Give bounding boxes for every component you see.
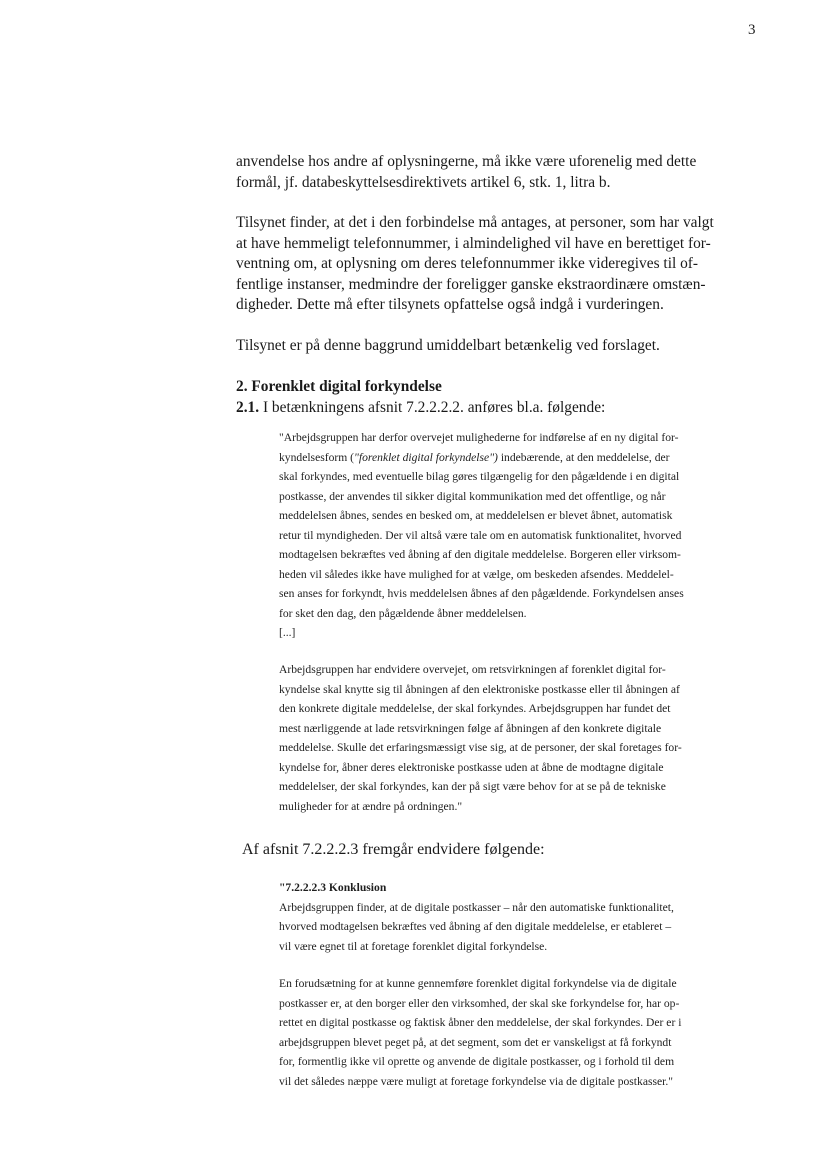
quote-line: retur til myndigheden. Der vil altså være tale om en automatisk funktionalitet, hvorved (279, 528, 682, 542)
text-line: ventning om, at oplysning om deres telefonnummer ikke videregives til of- (236, 255, 699, 272)
paragraph-1 (236, 152, 776, 193)
text-line: anvendelse hos andre af oplysningerne, må ikke være uforenelig med dette (236, 153, 697, 170)
quote-line: skal forkyndes, med eventuelle bilag gøres tilgængelig for den pågældende i en digital (279, 470, 680, 483)
block-quote-1 (279, 428, 769, 643)
text-line: fentlige instanser, medmindre der foreligger ganske ekstraordinære omstæn- (236, 275, 706, 293)
section-heading (236, 377, 776, 398)
subsection-intro-2: Af afsnit 7.2.2.2.3 fremgår endvidere følgende: (242, 841, 545, 858)
quote-line: heden vil således ikke have mulighed for at vælge, om beskeden afsendes. Meddelel- (279, 567, 674, 581)
subsection-intro (236, 398, 776, 419)
quote-line: kyndelsesform ("forenklet digital forkyndelse") indebærende, at den meddelelse, der (279, 450, 670, 464)
quote-line: vil det således næppe være muligt at foretage forkyndelse via de digitale postkasser." (279, 1074, 673, 1088)
text-line: Tilsynet er på denne baggrund umiddelbart betænkelig ved forslaget. (236, 336, 660, 354)
quote-line: sen anses for forkyndt, hvis meddelelsen åbnes af den pågældende. Forkyndelsen anses (279, 587, 684, 600)
quote-line: for sket den dag, den pågældende åbner meddelelsen. (279, 606, 527, 620)
quote-line: hvorved modtagelsen bekræftes ved åbning af den digitale meddelelse, er etableret – (279, 920, 672, 933)
quote-ellipsis: [...] (279, 626, 296, 639)
body-text (236, 152, 776, 418)
section-heading-text: 2. Forenklet digital forkyndelse (236, 378, 442, 395)
quote-line: modtagelsen bekræftes ved åbning af den digitale meddelelse. Borgeren eller virksom- (279, 548, 681, 561)
quote-line: arbejdsgruppen blevet peget på, at det segment, som det er vanskeligst at få forkyndt (279, 1035, 672, 1049)
quote-line: meddelelsen åbnes, sendes en besked om, at meddelelsen er blevet åbnet, automatisk (279, 509, 673, 522)
quote-line: kyndelse for, åbner deres elektroniske postkasse uden at åbne de modtagne digitale (279, 760, 664, 774)
quote-line: for, formentlig ikke vil oprette og anvende de digitale postkasser, og i forhold til dem (279, 1055, 675, 1068)
quote-line: rettet en digital postkasse og faktisk åbner den meddelelse, der skal forkyndes. Der er i (279, 1016, 682, 1029)
text-line: Tilsynet finder, at det i den forbindelse må antages, at personer, som har valgt (236, 214, 714, 231)
quote-line: mest nærliggende at lade retsvirkningen følge af åbningen af den konkrete digitale (279, 721, 662, 735)
quote-line: postkasse, der anvendes til sikker digital kommunikation med det offentlige, og når (279, 489, 666, 503)
text-line: digheder. Dette må efter tilsynets opfattelse også indgå i vurderingen. (236, 296, 664, 313)
paragraph-2 (236, 213, 776, 316)
block-quote-4 (279, 974, 769, 1091)
quote-line: muligheder for at ændre på ordningen." (279, 799, 463, 813)
quote-line: kyndelse skal knytte sig til åbningen af den elektroniske postkasse eller til åbningen af (279, 682, 680, 696)
block-quote-2 (279, 660, 769, 816)
text-line: at have hemmeligt telefonnummer, i almindelighed vil have en berettiget for- (236, 234, 711, 252)
quote-italic-term: "forenklet digital forkyndelse") (354, 450, 498, 464)
quote-line: meddelelse. Skulle det erfaringsmæssigt vise sig, at de personer, der skal foretages for- (279, 741, 682, 754)
subsection-number: 2.1. (236, 398, 260, 416)
paragraph-3 (236, 336, 776, 357)
text-line: formål, jf. databeskyttelsesdirektivets artikel 6, stk. 1, litra b. (236, 173, 611, 191)
quote-line: Arbejdsgruppen har endvidere overvejet, om retsvirkningen af forenklet digital for- (279, 663, 666, 676)
quote-line: den konkrete digitale meddelelse, der skal forkyndes. Arbejdsgruppen har fundet det (279, 702, 671, 715)
quote-line: vil være egnet til at foretage forenklet digital forkyndelse. (279, 939, 548, 953)
quote-line: Arbejdsgruppen finder, at de digitale postkasser – når den automatiske funktionalitet, (279, 900, 674, 914)
quote-line: postkasser er, at den borger eller den virksomhed, der skal ske forkyndelse for, har op- (279, 996, 680, 1010)
subsection-text: I betænkningens afsnit 7.2.2.2.2. anføres bl.a. følgende: (259, 398, 606, 416)
quote-line: En forudsætning for at kunne gennemføre forenklet digital forkyndelse via de digitale (279, 977, 677, 990)
quote-line: meddelelser, der skal forkyndes, kan der på sigt være behov for at se på de tekniske (279, 780, 666, 793)
page-number: 3 (748, 22, 756, 38)
block-quote-3 (279, 878, 769, 956)
quote-heading: "7.2.2.2.3 Konklusion (279, 881, 387, 894)
quote-line: "Arbejdsgruppen har derfor overvejet mulighederne for indførelse af en ny digital for- (279, 431, 679, 444)
